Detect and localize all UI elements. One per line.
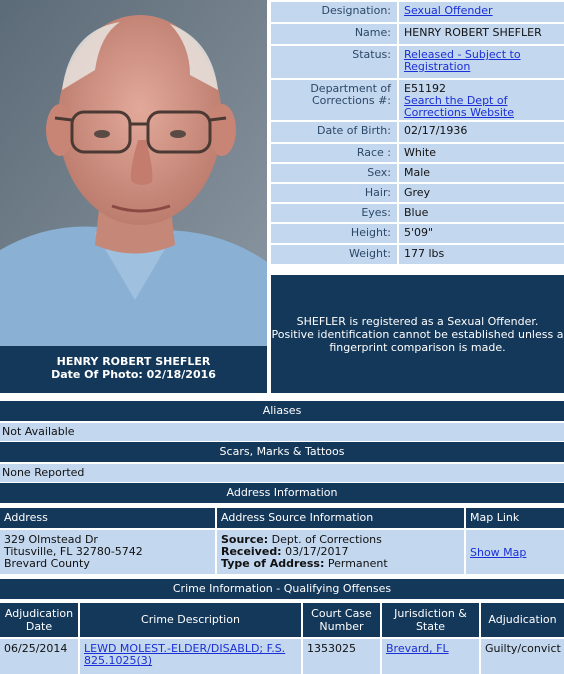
- adjudication-col-header: Adjudication: [481, 603, 564, 637]
- description-col-header: Crime Description: [80, 603, 301, 637]
- name-value: HENRY ROBERT SHEFLER: [399, 24, 564, 46]
- row-weight: [271, 245, 564, 266]
- dob-label: Date of Birth:: [271, 122, 399, 144]
- source-col-header: Address Source Information: [217, 508, 464, 528]
- crime-header: Crime Information - Qualifying Offenses: [0, 579, 564, 599]
- name-label: Name:: [271, 24, 399, 46]
- show-map-link[interactable]: Show Map: [470, 546, 527, 559]
- map-col-header: Map Link: [466, 508, 564, 528]
- jurisdiction-link[interactable]: Brevard, FL: [386, 642, 449, 655]
- row-status: [271, 46, 564, 80]
- crime-row-jurisdiction: [382, 639, 479, 674]
- row-name: [271, 24, 564, 46]
- address-line-1: 329 Olmstead Dr: [4, 533, 98, 546]
- address-line-3: Brevard County: [4, 557, 90, 570]
- received-value: 03/17/2017: [285, 545, 349, 558]
- case-col-line-2: Number: [319, 620, 364, 633]
- photo-caption: [0, 346, 267, 393]
- notice-line-3: fingerprint comparison is made.: [329, 341, 506, 354]
- caption-name: HENRY ROBERT SHEFLER: [56, 355, 211, 368]
- race-label: Race :: [271, 144, 399, 164]
- adj-date-col-header: [0, 603, 78, 637]
- address-cell: [0, 530, 215, 574]
- aliases-header: Aliases: [0, 401, 564, 421]
- crime-row-date: 06/25/2014: [0, 639, 78, 674]
- height-label: Height:: [271, 224, 399, 245]
- doc-search-link[interactable]: Search the Dept of Corrections Website: [404, 94, 514, 119]
- height-value: 5'09": [399, 224, 564, 245]
- address-header: Address Information: [0, 483, 564, 503]
- adj-date-col-line-2: Date: [25, 620, 53, 633]
- doc-number-value: E51192: [404, 82, 446, 95]
- type-value: Permanent: [327, 557, 388, 570]
- identification-notice: [271, 275, 564, 393]
- juris-col-line-2: State: [415, 620, 446, 633]
- hair-value: Grey: [399, 184, 564, 204]
- type-label: Type of Address:: [221, 557, 325, 570]
- juris-col-line-1: Jurisdiction &: [394, 607, 467, 620]
- scars-value: None Reported: [0, 464, 564, 482]
- aliases-value: Not Available: [0, 423, 564, 441]
- crime-desc-line-2: 825.1025(3): [84, 654, 153, 667]
- row-height: [271, 224, 564, 245]
- crime-description-link[interactable]: [84, 642, 285, 667]
- notice-line-1: SHEFLER is registered as a Sexual Offender.: [296, 315, 539, 328]
- row-dob: [271, 122, 564, 144]
- hair-label: Hair:: [271, 184, 399, 204]
- race-value: White: [399, 144, 564, 164]
- row-designation: [271, 2, 564, 24]
- sex-value: Male: [399, 164, 564, 184]
- weight-value: 177 lbs: [399, 245, 564, 266]
- dob-value: 02/17/1936: [399, 122, 564, 144]
- row-hair: [271, 184, 564, 204]
- weight-label: Weight:: [271, 245, 399, 266]
- eyes-value: Blue: [399, 204, 564, 224]
- row-sex: [271, 164, 564, 184]
- map-cell: [466, 530, 564, 574]
- adj-date-col-line-1: Adjudication: [4, 607, 74, 620]
- source-cell: [217, 530, 464, 574]
- status-label: Status:: [271, 46, 399, 80]
- address-col-header: Address: [0, 508, 215, 528]
- jurisdiction-col-header: [382, 603, 479, 637]
- photo-panel: [0, 0, 267, 393]
- received-label: Received:: [221, 545, 282, 558]
- offender-photo: [0, 0, 267, 346]
- status-link[interactable]: Released - Subject to Registration: [404, 48, 521, 73]
- notice-line-2: Positive identification cannot be established unless a: [271, 328, 564, 341]
- sex-label: Sex:: [271, 164, 399, 184]
- case-col-header: [303, 603, 380, 637]
- source-value: Dept. of Corrections: [271, 533, 382, 546]
- crime-row-description: [80, 639, 301, 674]
- designation-link[interactable]: Sexual Offender: [404, 4, 493, 17]
- details-table: [271, 0, 564, 268]
- eyes-label: Eyes:: [271, 204, 399, 224]
- crime-row-case: 1353025: [303, 639, 380, 674]
- row-doc-number: [271, 80, 564, 122]
- row-eyes: [271, 204, 564, 224]
- crime-desc-line-1: LEWD MOLEST.-ELDER/DISABLD; F.S.: [84, 642, 286, 655]
- case-col-line-1: Court Case: [311, 607, 372, 620]
- source-label: Source:: [221, 533, 269, 546]
- address-line-2: Titusville, FL 32780-5742: [4, 545, 143, 558]
- doc-number-label: Department of Corrections #:: [271, 80, 399, 122]
- caption-photo-date: Date Of Photo: 02/18/2016: [51, 368, 216, 381]
- row-race: [271, 144, 564, 164]
- scars-header: Scars, Marks & Tattoos: [0, 442, 564, 462]
- designation-label: Designation:: [271, 2, 399, 24]
- crime-row-adjudication: Guilty/convict: [481, 639, 564, 674]
